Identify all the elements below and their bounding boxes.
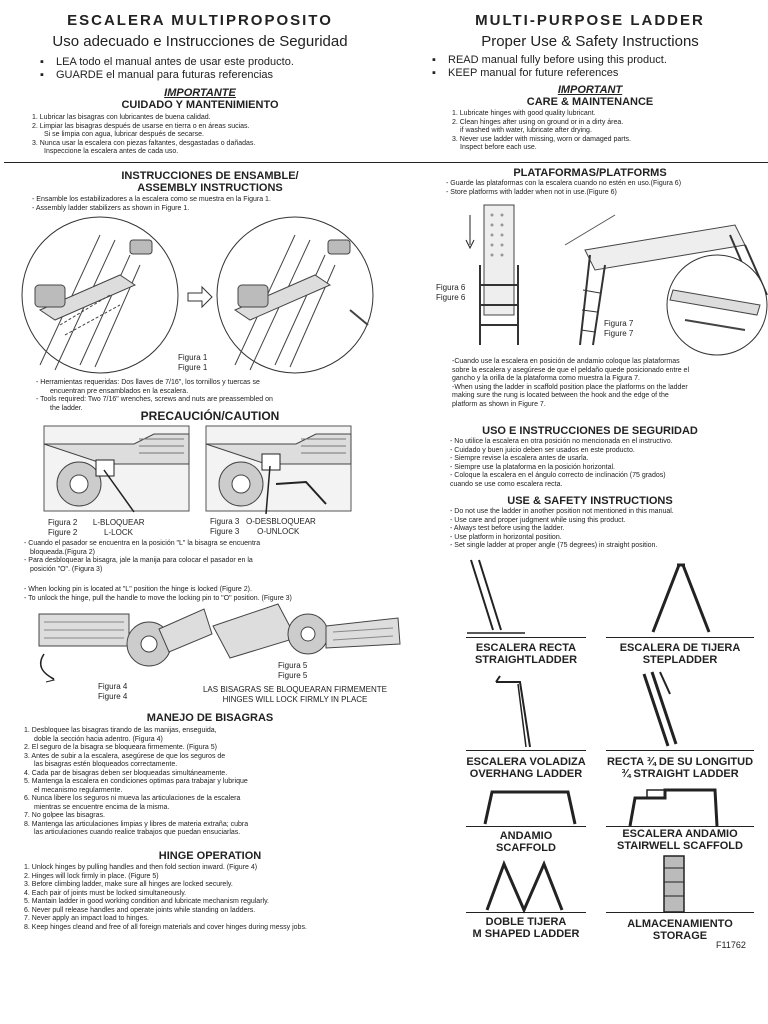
title-en: MULTI-PURPOSE LADDER: [475, 12, 705, 29]
subtitle-en: Proper Use & Safety Instructions: [481, 33, 699, 50]
assembly-text: - Ensamble los estabilizadores a la escalera como se muestra en la Figura 1. - Assembly ladder stabilizers as shown in Figure 1.: [32, 196, 271, 212]
figure-5-illustration: [208, 596, 408, 666]
stairwell-scaffold-icon: [625, 784, 725, 828]
position-stepladder-label: ESCALERA DE TIJERA STEPLADDER: [619, 642, 741, 666]
title-es: ESCALERA MULTIPROPOSITO: [67, 12, 333, 29]
figure-2-illustration: [44, 424, 194, 514]
hinges-heading-en: HINGE OPERATION: [158, 850, 262, 862]
important-es: IMPORTANTE: [164, 87, 236, 99]
subtitle-es: Uso adecuado e Instrucciones de Seguridad: [52, 33, 348, 50]
document-code: F11762: [716, 940, 746, 950]
position-underline-2: [606, 637, 754, 638]
tools-text: - Herramientas requeridas: Dos llaves de 7/16", los tornillos y tuercas se encuentran pre ensamblados en la escalera. - Tools required: Two 7/16" wrenches, screws and nuts are preassembled on the ladder.: [36, 379, 273, 412]
figure-3-illustration: [206, 424, 356, 519]
care-heading-en: CARE & MAINTENANCE: [526, 96, 654, 108]
scaffold-text: -Cuando use la escalera en posición de andamio coloque las plataformas sobre la escalera y asegúrese de que el peldaño quede posicionado entre el gancho y la orilla de la plataforma como muestra la Figura 7. -When using the ladder in scaffold position place the platforms on the ladder making sure the rung is located between the hook and the edge of the platform as shown in Figure 7.: [452, 358, 690, 408]
position-underline-3: [466, 750, 586, 751]
position-straight-label: ESCALERA RECTA STRAIGHTLADDER: [474, 642, 578, 666]
caution-text-en: - When locking pin is located at "L" position the hinge is locked (Figure 2). - To unlock the hinge, pull the handle to move the locking pin to "O" position. (Figure 3): [24, 586, 292, 602]
figure-3-caption: Figura 3 O-DESBLOQUEAR Figure 3 O-UNLOCK: [210, 517, 316, 536]
bullets-es: ▪ LEA todo el manual antes de usar este producto. ▪ GUARDE el manual para futuras referencias: [40, 56, 294, 81]
hinges-heading-es: MANEJO DE BISAGRAS: [146, 712, 274, 724]
figure-6-illustration: [462, 200, 532, 350]
care-list-es: 1. Lubricar las bisagras con lubricantes de buena calidad. 2. Limpiar las bisagras después de usarse en tierra o en áreas sucias. Si se limpia con agua, lubricar después de secarse. 3. Nunca usar la escalera con piezas faltantes, desgastadas o dañadas. Inspeccione la escalera antes de cada uso.: [32, 114, 256, 155]
platforms-text: - Guarde las plataformas con la escalera cuando no estén en uso.(Figura 6) - Store platforms with ladder when not in use.(Figure 6): [446, 180, 682, 196]
position-underline-1: [466, 637, 586, 638]
position-scaffold-label: ANDAMIO SCAFFOLD: [496, 830, 556, 854]
position-underline-7: [466, 912, 586, 913]
safety-heading-es: USO E INSTRUCCIONES DE SEGURIDAD: [482, 425, 698, 437]
safety-list-es: - No utilice la escalera en otra posición no mencionada en el instructivo. - Cuidado y buen juicio deben ser usados en este producto. - Siempre revise la escalera antes de usarla. - Siempre use la plataforma en la posición horizontal. - Coloque la escalera en el ángulo correcto de inclinación (75 grados) cuando se use como escalera recta.: [450, 438, 673, 488]
figure-6-caption: Figura 6 Figure 6: [436, 283, 466, 302]
hinges-list-es: 1. Desbloquee las bisagras tirando de las manijas, enseguida, doble la sección hacia adentro. (Figura 4) 2. El seguro de la bisagra se bloqueara firmemente. (Figura 5) 3. Antes de subir a la escalera, asegúrese de que los seguros de las bisagras estén bloqueados correctamente. 4. Cada par de bisagras deben ser bloqueadas simultáneamente. 5. Mantenga la escalera en condiciones optimas para trabajar y lubrique el mecanismo regularmente. 6. Nunca libere los seguros ni mueva las articulaciones de la escalera mientras se encuentre encima de la misma. 7. No golpee las bisagras. 8. Mantenga las articulaciones limpias y libres de materia extraña; cubra las articulaciones cuando realice trabajos que puedan ensuciarlas.: [24, 727, 249, 836]
figure-4-illustration: [34, 604, 214, 684]
position-overhang-label: ESCALERA VOLADIZA OVERHANG LADDER: [466, 756, 586, 780]
position-underline-5: [466, 826, 586, 827]
overhang-ladder-icon: [490, 672, 550, 752]
position-three-quarter-label: RECTA ¾ DE SU LONGITUD ¾ STRAIGHT LADDER: [606, 756, 754, 780]
three-quarter-ladder-icon: [640, 668, 700, 753]
care-heading-es: CUIDADO Y MANTENIMIENTO: [121, 99, 279, 111]
m-shaped-ladder-icon: [482, 860, 572, 912]
position-stairwell-label: ESCALERA ANDAMIO STAIRWELL SCAFFOLD: [617, 828, 743, 852]
figure-5-caption: Figura 5 Figure 5: [278, 661, 308, 680]
figure-2-caption: Figura 2 L-BLOQUEAR Figure 2 L-LOCK: [48, 518, 145, 537]
platforms-heading: PLATAFORMAS/PLATFORMS: [513, 167, 667, 179]
caution-text-es: - Cuando el pasador se encuentra en la posición "L" la bisagra se encuentra bloqueada.(Figura 2) - Para desbloquear la bisagra, jale la manija para colocar el pasador en la posición "O". (Figura 3): [24, 540, 261, 573]
safety-list-en: - Do not use the ladder in another position not mentioned in this manual. - Use care and proper judgment while using this product. - Always test before using the ladder. - Use platform in horizontal position. - Set single ladder at proper angle (75 degrees) in straight position.: [450, 508, 674, 549]
position-storage-label: ALMACENAMIENTO STORAGE: [627, 918, 733, 942]
bullets-en: ▪ READ manual fully before using this product. ▪ KEEP manual for future references: [432, 54, 667, 79]
figure-1-caption: Figura 1 Figure 1: [178, 353, 208, 372]
lock-firm-note: LAS BISAGRAS SE BLOQUEARAN FIRMEMENTE HINGES WILL LOCK FIRMLY IN PLACE: [202, 685, 388, 704]
figure-7-illustration: [545, 195, 767, 365]
scaffold-icon: [480, 786, 580, 826]
care-list-en: 1. Lubricate hinges with good quality lubricant. 2. Clean hinges after using on ground or in a dirty área. if washed with water, lubricate after drying. 3. Never use ladder with missing, worn or damaged parts. Inspect before each use.: [452, 110, 631, 151]
important-en: IMPORTANT: [557, 84, 623, 96]
position-underline-4: [606, 750, 754, 751]
position-m-shaped-label: DOBLE TIJERA M SHAPED LADDER: [472, 916, 580, 940]
safety-heading-en: USE & SAFETY INSTRUCTIONS: [507, 495, 673, 507]
straight-ladder-icon: [465, 555, 525, 635]
figure-7-caption: Figura 7 Figure 7: [604, 319, 634, 338]
stepladder-icon: [645, 560, 715, 635]
position-underline-8: [606, 912, 754, 913]
position-underline-6: [606, 826, 754, 827]
caution-heading: PRECAUCIÓN/CAUTION: [140, 409, 280, 423]
figure-1-illustration: [10, 215, 380, 375]
hinges-list-en: 1. Unlock hinges by pulling handles and then fold section inward. (Figure 4) 2. Hinges will lock firmly in place. (Figure 5) 3. Before climbing ladder, make sure all hinges are locked securely. 4. Each pair of joints must be locked simultaneously. 5. Mantain ladder in good working condition and lubricate mechanism regularly. 6. Never pull release handles and operate joints while standing on ladders. 7. Never apply an impact load to hinges. 8. Keep hinges cleand and free of all foreign materials and cover hinges during messy jobs.: [24, 864, 307, 931]
storage-icon: [660, 852, 690, 914]
assembly-heading: INSTRUCCIONES DE ENSAMBLE/ ASSEMBLY INSTRUCTIONS: [121, 170, 299, 194]
header-divider: [4, 162, 768, 163]
figure-4-caption: Figura 4 Figure 4: [98, 682, 128, 701]
